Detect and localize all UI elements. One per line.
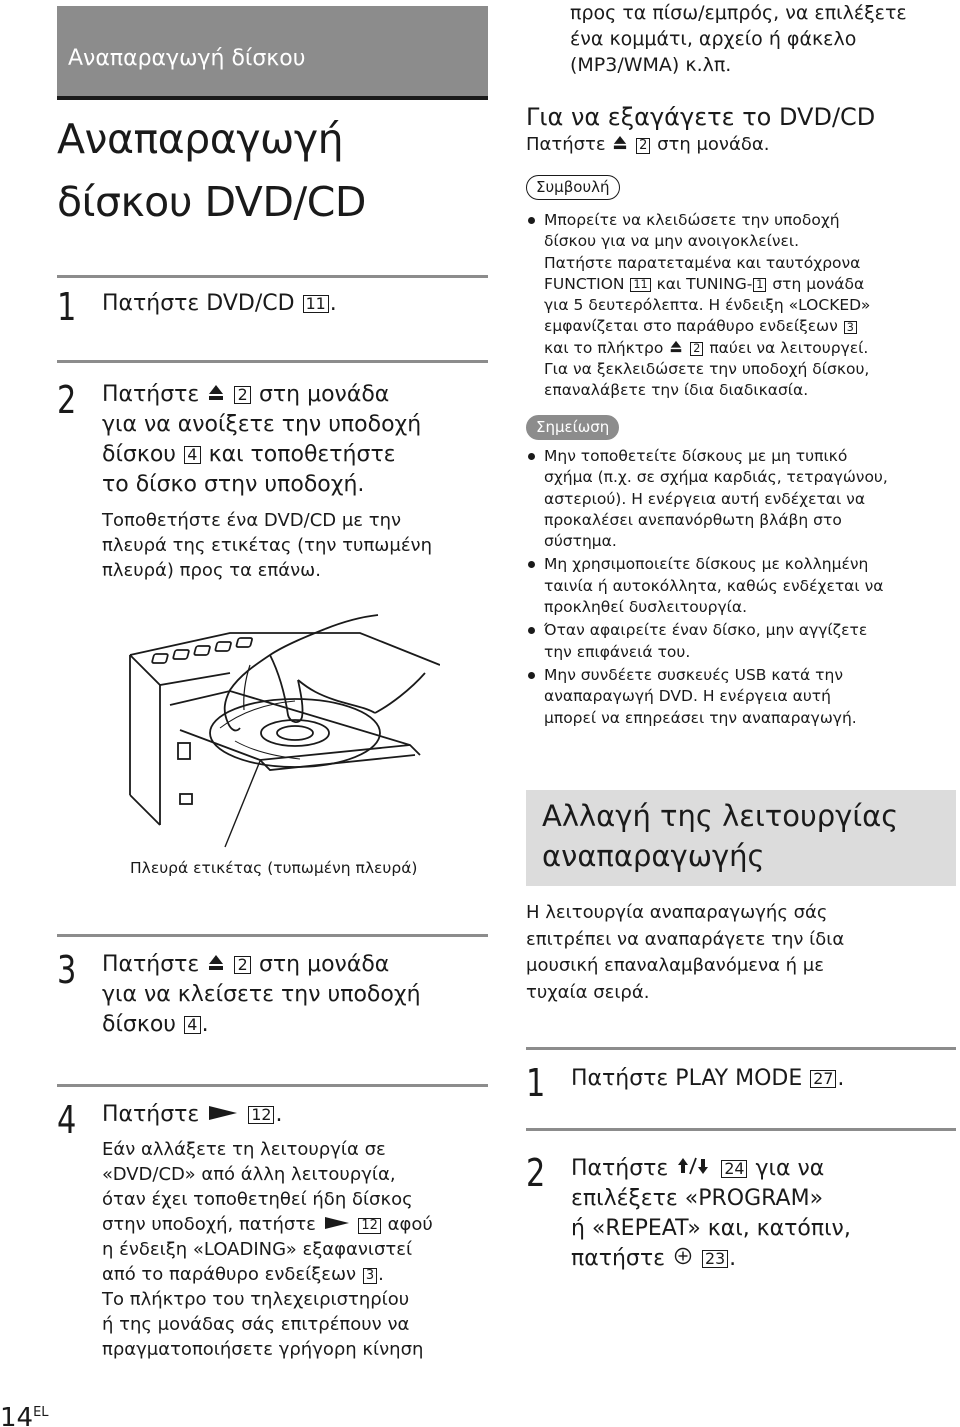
- key-label: 27: [810, 1070, 836, 1089]
- step-3-text: Πατήστε 2 στη μονάδα για να κλείσετε την υποδοχή δίσκου 4 .: [102, 952, 421, 1037]
- enter-circle-icon: [674, 1247, 692, 1265]
- key-label: 12: [358, 1218, 380, 1234]
- section-heading: Αλλαγή της λειτουργίας αναπαραγωγής: [542, 799, 899, 873]
- step-2-text: Πατήστε 2 στη μονάδα για να ανοίξετε την υποδοχή δίσκου 4 και τοποθετήστε το δίσκο στην υποδοχή.: [102, 382, 422, 497]
- list-item: Μην τοποθετείτε δίσκους με μη τυπικό σχήμα (π.χ. σε σχήμα καρδιάς, τετραγώνου, αστεριού). Η ενέργεια αυτή ενδέχεται να προκαλέσει ανεπανόρθωτη βλάβη στο σύστημα.: [526, 446, 946, 552]
- section-banner: [57, 6, 488, 96]
- divider: [526, 1047, 956, 1050]
- note-list: [526, 446, 946, 731]
- list-item: Μην συνδέετε συσκευές USB κατά την αναπαραγωγή DVD. Η ενέργεια αυτή μπορεί να επηρεάσει την αναπαραγωγή.: [526, 665, 946, 729]
- list-item: Μη χρησιμοποιείτε δίσκους με κολλημένη ταινία ή αυτοκόλλητα, καθώς ενδέχεται να προκληθεί δυσλειτουργία.: [526, 554, 946, 618]
- eject-text: Πατήστε 2 στη μονάδα.: [526, 134, 770, 155]
- mode-step-1-text: Πατήστε PLAY MODE 27 .: [571, 1066, 845, 1091]
- divider: [526, 1128, 956, 1131]
- page-number: $14^{EL}$: [0, 1403, 49, 1427]
- list-item: Μπορείτε να κλειδώσετε την υποδοχή δίσκου για να μην ανοιγοκλείνει. Πατήστε παρατεταμένα και ταυτόχρονα FUNCTION 11 και TUNING- 1 στη μονάδα για 5 δευτερόλεπτα. Η ένδειξη «LOCKED» εμφανίζεται στο παράθυρο ενδείξεων 3 και το πλήκτρο 2 παύει να λειτουργεί. Για να ξεκλειδώσετε την υποδοχή δίσκου, επαναλάβετε την ίδια διαδικασία.: [526, 210, 946, 402]
- divider: [57, 1084, 488, 1087]
- eject-icon: [208, 384, 224, 401]
- page-title-line2: δίσκου DVD/CD: [57, 178, 366, 226]
- step-number: 1: [57, 285, 77, 329]
- key-label: 24: [721, 1160, 747, 1179]
- page-title: [57, 108, 487, 234]
- step-2-subtext: Τοποθετήστε ένα DVD/CD με την πλευρά της ετικέτας (την τυπωμένη πλευρά) προς τα επάνω.: [102, 510, 433, 581]
- key-label: 3: [363, 1268, 377, 1284]
- list-item: Όταν αφαιρείτε έναν δίσκο, μην αγγίζετε την επιφάνειά του.: [526, 620, 946, 663]
- disc-insertion-illustration: [110, 595, 440, 885]
- divider: [57, 275, 488, 278]
- play-icon: [324, 1216, 350, 1230]
- eject-icon: [670, 340, 682, 353]
- continued-text: προς τα πίσω/εμπρός, να επιλέξετε ένα κομμάτι, αρχείο ή φάκελο (MP3/WMA) κ.λπ.: [570, 2, 907, 76]
- eject-icon: [208, 954, 224, 971]
- step-number: 1: [526, 1061, 546, 1105]
- key-label: 4: [184, 1016, 201, 1035]
- step-number: 2: [57, 378, 77, 422]
- step-4-text: Πατήστε 12 .: [102, 1102, 283, 1127]
- page-title-line1: Αναπαραγωγή: [57, 115, 344, 163]
- key-label: 3: [844, 321, 857, 335]
- step-number: 2: [526, 1151, 546, 1195]
- mode-step-2-text: Πατήστε 24 για να επιλέξετε «PROGRAM» ή «REPEAT» και, κατόπιν, πατήστε 23 .: [571, 1156, 851, 1271]
- key-label: 12: [248, 1106, 274, 1125]
- section-intro: Η λειτουργία αναπαραγωγής σάς επιτρέπει να αναπαράγετε την ίδια μουσική επαναλαμβανόμενα ή με τυχαία σειρά.: [526, 902, 845, 1003]
- tip-label: Συμβουλή: [526, 175, 620, 200]
- eject-icon: [613, 135, 627, 150]
- play-icon: [208, 1105, 238, 1121]
- step-number: 4: [57, 1098, 77, 1142]
- key-label: 2: [636, 138, 650, 154]
- step-1-text: Πατήστε DVD/CD 11 .: [102, 291, 337, 316]
- up-down-arrow-icon: [677, 1157, 711, 1175]
- tip-list: [526, 210, 946, 402]
- section-label: Αναπαραγωγή δίσκου: [68, 46, 306, 71]
- key-label: 11: [303, 295, 329, 314]
- step-number: 3: [57, 948, 77, 992]
- illustration-caption: Πλευρά ετικέτας (τυπωμένη πλευρά): [130, 859, 418, 877]
- divider: [57, 934, 488, 937]
- banner-rule: [57, 96, 488, 100]
- key-label: 11: [630, 278, 650, 292]
- step-4-subtext: Εάν αλλάξετε τη λειτουργία σε «DVD/CD» από άλλη λειτουργία, όταν έχει τοποθετηθεί ήδη δίσκος στην υποδοχή, πατήστε 12 αφού η ένδειξη «LOADING» εξαφανιστεί από το παράθυρο ενδείξεων 3 . Το πλήκτρο του τηλεχειριστηρίου ή της μονάδας σάς επιτρέπουν να πραγματοποιήσετε γρήγορη κίνηση: [102, 1139, 433, 1360]
- key-label: 1: [753, 278, 766, 292]
- key-label: 23: [702, 1250, 728, 1269]
- eject-heading: Για να εξαγάγετε το DVD/CD: [526, 103, 876, 131]
- note-label: Σημείωση: [526, 415, 619, 440]
- key-label: 2: [234, 956, 251, 975]
- key-label: 2: [690, 342, 703, 356]
- key-label: 4: [184, 446, 201, 465]
- key-label: 2: [234, 386, 251, 405]
- divider: [57, 360, 488, 363]
